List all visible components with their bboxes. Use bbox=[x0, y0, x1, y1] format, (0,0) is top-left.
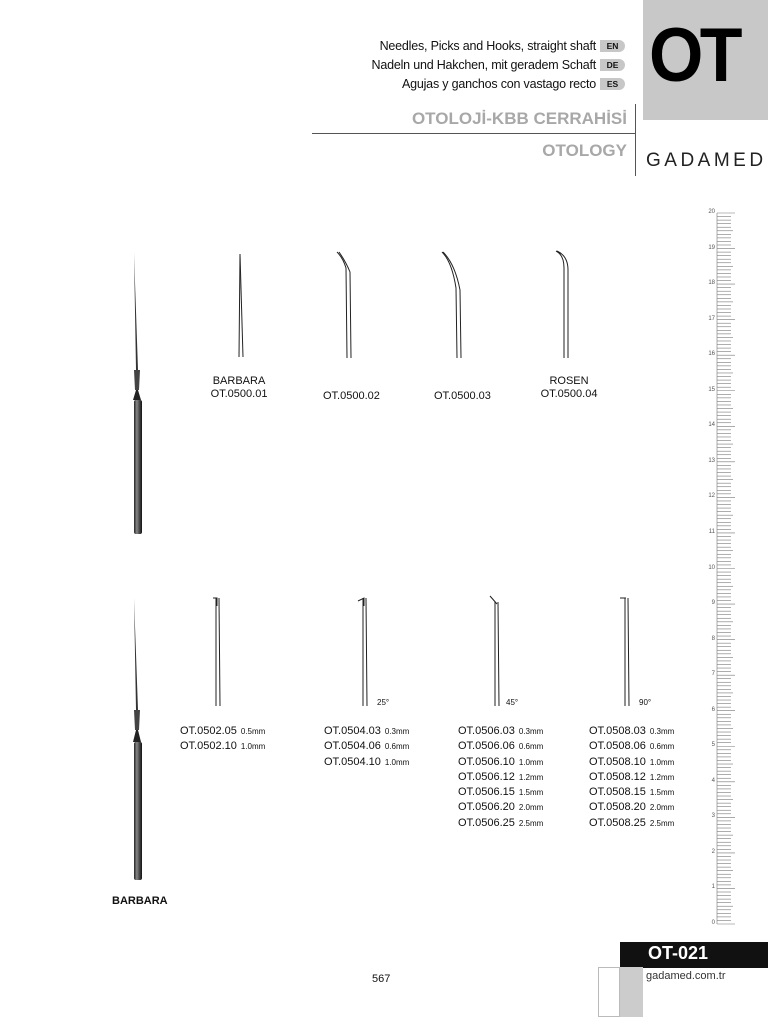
ruler-label: 13 bbox=[708, 457, 715, 464]
item-code: OT.0506.15 bbox=[458, 786, 515, 799]
needle-tip-ot0500-04 bbox=[556, 251, 568, 358]
handle-name-barbara: BARBARA bbox=[112, 895, 168, 907]
instrument-name: BARBARA bbox=[212, 375, 266, 387]
item-size: 1.0mm bbox=[240, 742, 266, 752]
item-size: 2.0mm bbox=[518, 803, 544, 813]
handle-illustration-row1 bbox=[133, 253, 142, 534]
code-row bbox=[458, 755, 543, 770]
angle-label-25: 25° bbox=[377, 698, 390, 707]
item-size: 2.5mm bbox=[649, 818, 675, 828]
code-row bbox=[458, 770, 543, 785]
handle-illustration-row2 bbox=[133, 598, 142, 880]
code-row bbox=[324, 739, 409, 754]
ruler-label: 9 bbox=[711, 600, 715, 607]
instrument-name: ROSEN bbox=[549, 375, 589, 387]
measurement-ruler bbox=[717, 213, 735, 924]
instrument-code: OT.0500.04 bbox=[540, 388, 598, 400]
code-row bbox=[458, 816, 543, 831]
section-title-en: OTOLOGY bbox=[542, 141, 627, 160]
item-size: 0.3mm bbox=[384, 727, 410, 736]
item-size: 0.6mm bbox=[649, 742, 675, 752]
hook-tip-ot0504 bbox=[358, 598, 367, 706]
ruler-label: 14 bbox=[708, 422, 715, 429]
item-size: 0.5mm bbox=[240, 727, 266, 736]
ruler-label: 6 bbox=[711, 706, 715, 713]
lang-tag-en: EN bbox=[600, 40, 625, 52]
page-number: 567 bbox=[372, 973, 391, 985]
code-list-ot0504 bbox=[324, 724, 409, 770]
item-size: 2.0mm bbox=[649, 803, 675, 813]
item-code: OT.0506.03 bbox=[458, 725, 515, 737]
brand-logo: GADAMED bbox=[646, 150, 767, 171]
item-size: 0.6mm bbox=[384, 742, 410, 752]
ruler-label: 0 bbox=[711, 920, 715, 926]
item-code: OT.0502.10 bbox=[180, 740, 237, 753]
ruler-label: 15 bbox=[708, 386, 715, 393]
title-en-text: Needles, Picks and Hooks, straight shaft bbox=[379, 38, 596, 53]
item-code: OT.0508.15 bbox=[589, 786, 646, 799]
hook-tip-ot0502 bbox=[213, 598, 220, 706]
website-link[interactable]: gadamed.com.tr bbox=[646, 970, 726, 982]
item-size: 0.6mm bbox=[518, 742, 544, 752]
item-code: OT.0508.10 bbox=[589, 755, 646, 768]
ruler-label: 3 bbox=[711, 813, 715, 820]
instrument-code: OT.0500.01 bbox=[210, 388, 268, 400]
code-row bbox=[589, 785, 674, 800]
code-row bbox=[180, 724, 265, 739]
code-list-ot0502 bbox=[180, 724, 265, 755]
angle-label-90: 90° bbox=[639, 698, 652, 707]
item-code: OT.0506.10 bbox=[458, 755, 515, 768]
item-code: OT.0504.03 bbox=[324, 725, 381, 737]
ruler-label: 19 bbox=[708, 244, 715, 251]
code-list-ot0508 bbox=[589, 724, 674, 831]
item-code: OT.0506.25 bbox=[458, 816, 515, 829]
ruler-label: 10 bbox=[708, 564, 715, 571]
instrument-ot0500-02 bbox=[323, 390, 380, 403]
ruler-label: 20 bbox=[708, 209, 715, 215]
item-code: OT.0508.20 bbox=[589, 801, 646, 814]
needle-tip-ot0500-03 bbox=[442, 252, 461, 358]
code-row bbox=[324, 755, 409, 770]
item-size: 0.3mm bbox=[518, 727, 544, 736]
ruler-label: 5 bbox=[711, 742, 715, 749]
code-row bbox=[458, 739, 543, 754]
lang-tag-es: ES bbox=[600, 78, 625, 90]
item-size: 1.2mm bbox=[649, 772, 675, 782]
ruler-label: 12 bbox=[708, 493, 715, 500]
instrument-code: OT.0500.02 bbox=[323, 390, 380, 402]
item-code: OT.0504.06 bbox=[324, 740, 381, 753]
instrument-ot0500-01 bbox=[203, 375, 275, 401]
item-size: 1.0mm bbox=[384, 757, 410, 767]
code-row bbox=[458, 724, 543, 739]
ruler-label: 16 bbox=[708, 351, 715, 358]
ruler-label: 2 bbox=[711, 848, 715, 855]
ruler-label: 8 bbox=[711, 635, 715, 642]
instrument-ot0500-03 bbox=[434, 390, 491, 403]
footer-box-white bbox=[598, 967, 620, 1017]
item-code: OT.0504.10 bbox=[324, 755, 381, 768]
item-size: 1.5mm bbox=[518, 788, 544, 798]
title-es-text: Agujas y ganchos con vastago recto bbox=[401, 76, 596, 91]
code-row bbox=[589, 739, 674, 754]
angle-label-45: 45° bbox=[506, 698, 519, 707]
code-row bbox=[180, 739, 265, 754]
code-row bbox=[458, 785, 543, 800]
item-size: 2.5mm bbox=[518, 818, 544, 828]
item-code: OT.0506.06 bbox=[458, 740, 515, 753]
hook-tip-ot0506 bbox=[490, 596, 499, 706]
needle-tip-ot0500-01 bbox=[239, 254, 243, 357]
item-size: 1.0mm bbox=[649, 757, 675, 767]
lang-tag-de: DE bbox=[600, 59, 625, 71]
section-title-tr: OTOLOJİ-KBB CERRAHİSİ bbox=[411, 109, 627, 128]
item-size: 1.0mm bbox=[518, 757, 544, 767]
item-size: 1.2mm bbox=[518, 772, 544, 782]
needle-tip-ot0500-02 bbox=[337, 252, 351, 358]
ruler-label: 1 bbox=[711, 884, 715, 891]
footer-box-grey bbox=[620, 967, 643, 1017]
ruler-label: 17 bbox=[708, 315, 715, 322]
item-code: OT.0502.05 bbox=[180, 725, 237, 737]
code-list-ot0506 bbox=[458, 724, 543, 831]
code-row bbox=[589, 755, 674, 770]
ruler-label: 4 bbox=[711, 777, 715, 784]
item-size: 1.5mm bbox=[649, 788, 675, 798]
item-code: OT.0508.03 bbox=[589, 725, 646, 737]
section-code: OT bbox=[649, 13, 739, 98]
instrument-code: OT.0500.03 bbox=[434, 390, 491, 402]
item-size: 0.3mm bbox=[649, 727, 675, 736]
code-row bbox=[589, 800, 674, 815]
item-code: OT.0506.12 bbox=[458, 770, 515, 783]
item-code: OT.0508.06 bbox=[589, 740, 646, 753]
item-code: OT.0506.20 bbox=[458, 801, 515, 814]
item-code: OT.0508.12 bbox=[589, 770, 646, 783]
catalog-code: OT-021 bbox=[648, 943, 709, 963]
code-row bbox=[324, 724, 409, 739]
title-de-text: Nadeln und Hakchen, mit geradem Schaft bbox=[371, 57, 596, 72]
item-code: OT.0508.25 bbox=[589, 816, 646, 829]
instrument-ot0500-04 bbox=[533, 375, 605, 401]
code-row bbox=[589, 816, 674, 831]
hook-tip-ot0508 bbox=[620, 598, 629, 706]
code-row bbox=[589, 724, 674, 739]
code-row bbox=[458, 800, 543, 815]
ruler-label: 11 bbox=[708, 528, 715, 535]
ruler-label: 18 bbox=[708, 280, 715, 287]
code-row bbox=[589, 770, 674, 785]
ruler-label: 7 bbox=[711, 671, 715, 678]
